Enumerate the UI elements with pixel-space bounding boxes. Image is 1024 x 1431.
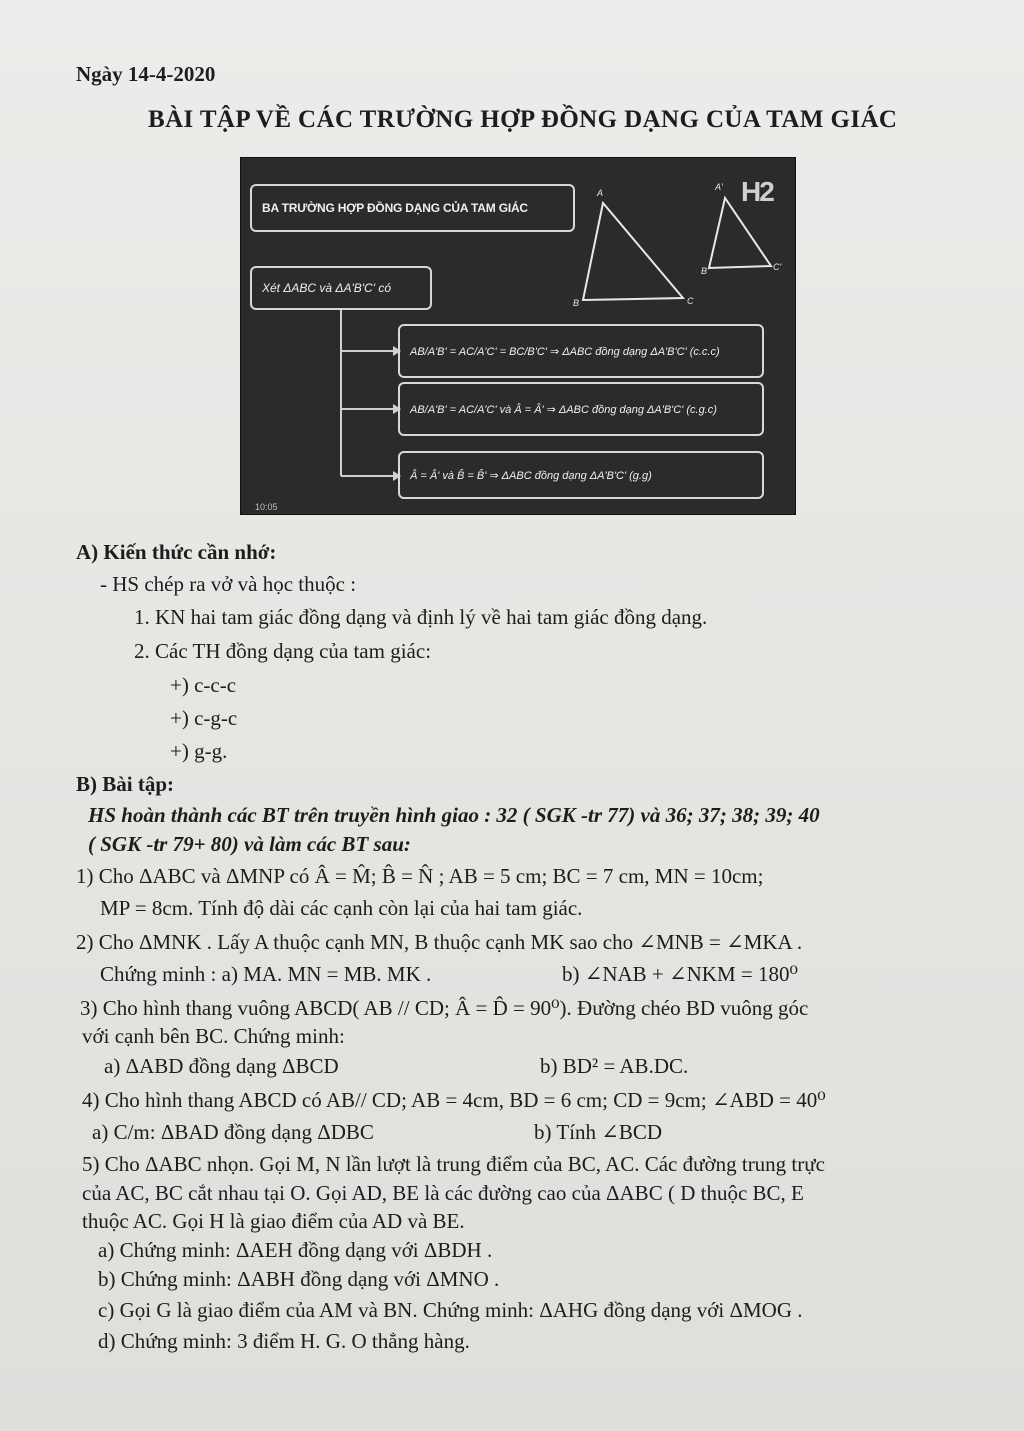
triangle-abc-shape xyxy=(583,203,683,300)
section-a-item-1: 1. KN hai tam giác đồng dạng và định lý về hai tam giác đồng dạng. xyxy=(134,605,708,629)
problem-4-part-b: b) Tính ∠BCD xyxy=(534,1120,663,1144)
problem-5-line-1: 5) Cho ΔABC nhọn. Gọi M, N lần lượt là trung điểm của BC, AC. Các đường trung trực xyxy=(82,1152,825,1176)
case-cgc: +) c-g-c xyxy=(170,706,238,730)
triangle-a1b1c1-shape xyxy=(709,198,771,268)
problem-5-line-3: thuộc AC. Gọi H là giao điểm của AD và BE. xyxy=(82,1209,465,1233)
section-a-heading: A) Kiến thức cần nhớ: xyxy=(76,540,277,564)
problem-3-part-b: b) BD² = AB.DC. xyxy=(540,1054,689,1078)
problem-5-part-a: a) Chứng minh: ΔAEH đồng dạng với ΔBDH . xyxy=(98,1238,493,1262)
vertex-label-c-prime: C' xyxy=(773,262,782,272)
vertex-label-b-prime: B' xyxy=(701,266,709,276)
problem-3-line-1: 3) Cho hình thang vuông ABCD( AB // CD; Â = D̂ = 90⁰). Đường chéo BD vuông góc xyxy=(80,996,809,1020)
slide-timestamp: 10:05 xyxy=(255,502,278,512)
page-title: BÀI TẬP VỀ CÁC TRƯỜNG HỢP ĐỒNG DẠNG CỦA TAM GIÁC xyxy=(148,106,898,133)
vertex-label-a-prime: A' xyxy=(715,182,723,192)
rule-gg-box: Â = Â' và B̂ = B̂' ⇒ ΔABC đồng dạng ΔA'B'C' (g.g) xyxy=(398,451,764,499)
date-line: Ngày 14-4-2020 xyxy=(76,62,216,86)
vertex-label-c: C xyxy=(687,296,694,306)
assignment-line-1: HS hoàn thành các BT trên truyền hình giao : 32 ( SGK -tr 77) và 36; 37; 38; 39; 40 xyxy=(88,803,820,827)
slide-consider-box: Xét ΔABC và ΔA'B'C' có xyxy=(250,266,432,310)
case-ccc: +) c-c-c xyxy=(170,673,237,697)
problem-2-part-b: b) ∠NAB + ∠NKM = 180⁰ xyxy=(562,962,798,986)
problem-4-line-1: 4) Cho hình thang ABCD có AB// CD; AB = 4cm, BD = 6 cm; CD = 9cm; ∠ABD = 40⁰ xyxy=(82,1088,826,1112)
case-gg: +) g-g. xyxy=(170,739,228,763)
section-a-intro: - HS chép ra vở và học thuộc : xyxy=(100,572,357,596)
assignment-line-2: ( SGK -tr 79+ 80) và làm các BT sau: xyxy=(88,832,411,856)
problem-3-line-2: với cạnh bên BC. Chứng minh: xyxy=(82,1024,345,1048)
problem-5-part-b: b) Chứng minh: ΔABH đồng dạng với ΔMNO . xyxy=(98,1267,500,1291)
vertex-label-b: B xyxy=(573,298,580,308)
problem-5-part-d: d) Chứng minh: 3 điểm H. G. O thẳng hàng. xyxy=(98,1329,470,1353)
channel-logo: H2 xyxy=(741,176,773,207)
problem-4-part-a: a) C/m: ΔBAD đồng dạng ΔDBC xyxy=(92,1120,374,1144)
slide-heading-box: BA TRƯỜNG HỢP ĐỒNG DẠNG CỦA TAM GIÁC xyxy=(250,184,575,232)
section-b-heading: B) Bài tập: xyxy=(76,772,175,796)
slide-image xyxy=(240,157,796,515)
problem-5-line-2: của AC, BC cắt nhau tại O. Gọi AD, BE là các đường cao của ΔABC ( D thuộc BC, E xyxy=(82,1181,804,1205)
problem-2-line-1: 2) Cho ΔMNK . Lấy A thuộc cạnh MN, B thuộc cạnh MK sao cho ∠MNB = ∠MKA . xyxy=(76,930,803,954)
problem-1-line-1: 1) Cho ΔABC và ΔMNP có Â = M̂; B̂ = N̂ ; AB = 5 cm; BC = 7 cm, MN = 10cm; xyxy=(76,864,764,888)
rule-ccc-box: AB/A'B' = AC/A'C' = BC/B'C' ⇒ ΔABC đồng dạng ΔA'B'C' (c.c.c) xyxy=(398,324,764,378)
problem-5-part-c: c) Gọi G là giao điểm của AM và BN. Chứng minh: ΔAHG đồng dạng với ΔMOG . xyxy=(98,1298,803,1322)
problem-3-part-a: a) ΔABD đồng dạng ΔBCD xyxy=(104,1054,339,1078)
rule-cgc-box: AB/A'B' = AC/A'C' và Â = Â' ⇒ ΔABC đồng dạng ΔA'B'C' (c.g.c) xyxy=(398,382,764,436)
section-a-item-2: 2. Các TH đồng dạng của tam giác: xyxy=(134,639,432,663)
problem-1-line-2: MP = 8cm. Tính độ dài các cạnh còn lại của hai tam giác. xyxy=(100,896,583,920)
problem-2-part-a: Chứng minh : a) MA. MN = MB. MK . xyxy=(100,962,432,986)
vertex-label-a: A xyxy=(597,188,604,198)
